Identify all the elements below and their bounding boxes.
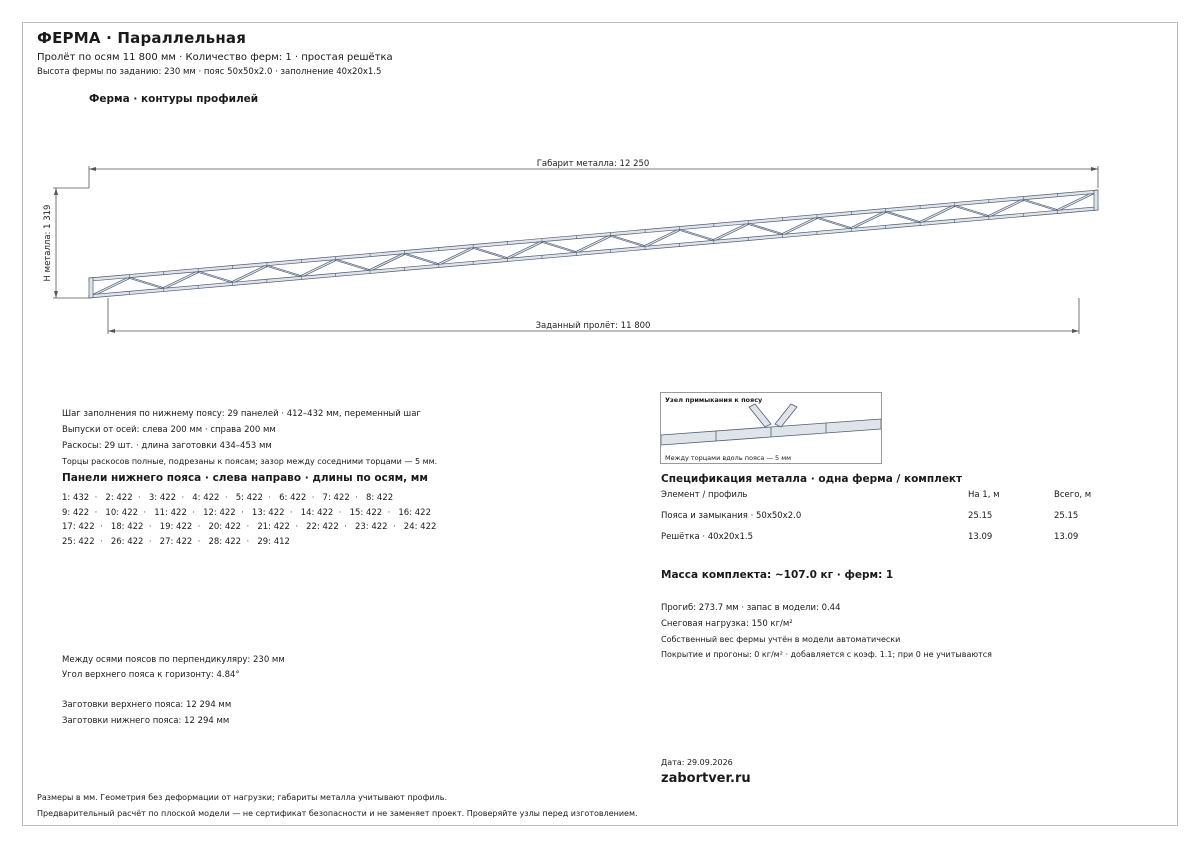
panel-length: 17: 422 [62,522,95,532]
footer-date: Дата: 29.09.2026 [661,758,733,767]
footer-note-1: Размеры в мм. Геометрия без деформации от нагрузки; габариты металла учитывают профиль. [37,793,447,802]
spec-header-row [661,490,1101,511]
truss-diagonal [333,260,372,271]
spec-cell-element: Пояса и замыкания · 50х50х2.0 [661,511,802,521]
panel-length: 1: 432 [62,493,90,503]
panel-length: 4: 422 [192,493,220,503]
panel-length: 18: 422 [110,522,144,532]
panel-separator: · [138,507,155,518]
spec-table [661,490,1101,553]
panel-separator: · [89,507,106,518]
panel-separator: · [143,536,160,547]
node-detail-title: Узел примыкания к поясу [665,396,763,404]
panel-separator: · [382,507,399,518]
panel-separator: · [219,493,236,503]
truss-diagonal [196,272,235,283]
panel-row [62,491,436,506]
truss-diagonal [402,254,441,265]
end-post-right [1094,190,1098,210]
panel-length: 3: 422 [148,493,177,503]
info-blank-upper: Заготовки верхнего пояса: 12 294 мм [62,700,232,710]
spec-cell-per-one: 25.15 [968,511,993,521]
spec-cell-total: 13.09 [1054,532,1079,542]
panel-separator: · [284,507,301,518]
panel-separator: · [132,493,149,503]
panel-length: 20: 422 [208,522,242,532]
panel-row [62,520,436,535]
truss-diagonal [952,206,991,217]
panel-separator: · [143,522,160,532]
spec-header-element: Элемент / профиль [661,490,748,500]
note-roofing: Покрытие и прогоны: 0 кг/м² · добавляется с коэф. 1.1; при 0 не учитываются [661,650,992,659]
spec-cell-total: 25.15 [1054,511,1079,521]
height-dimension [53,188,89,298]
panel-length: 21: 422 [257,522,290,532]
bottom-chord [89,207,1098,298]
panel-length: 13: 422 [251,507,285,518]
spec-cell-element: Решётка · 40х20х1.5 [661,532,753,542]
truss-diagonal [540,242,579,253]
panel-separator: · [192,536,209,547]
spec-row [661,532,1101,553]
spec-header-per-one: На 1, м [968,490,1000,500]
node-detail-inset [660,392,882,464]
panel-length: 24: 422 [403,522,437,532]
panel-length: 9: 422 [62,507,90,518]
brand-link[interactable]: zabortver.ru [661,771,751,786]
truss-diagonal [608,236,647,247]
panel-length: 6: 422 [279,493,307,503]
panel-separator: · [94,536,111,547]
top-chord [89,190,1098,281]
panel-separator: · [241,522,258,532]
truss-diagonal [265,266,304,277]
panel-length: 28: 422 [208,536,242,547]
panel-length: 14: 422 [300,507,334,518]
drawing-section-title: Ферма · контуры профилей [89,93,259,105]
footer-note-2: Предварительный расчёт по плоской модели — не сертификат безопасности и не заменяет проект. Проверяйте узлы перед изготовлением. [37,809,638,818]
panel-length: 11: 422 [154,507,187,518]
panel-separator: · [289,522,307,532]
panel-length: 29: 412 [257,536,290,547]
truss-diagonal [815,218,854,229]
info-blank-lower: Заготовки нижнего пояса: 12 294 мм [62,716,230,726]
height-dimension-label: H металла: 1 319 [43,204,53,282]
spec-header-total: Всего, м [1054,490,1092,500]
truss-diagonal [127,278,166,289]
note-self-weight: Собственный вес фермы учтён в модели автоматически [661,635,901,644]
info-ends: Торцы раскосов полные, подрезаны к поясам; зазор между соседними торцами — 5 мм. [62,457,438,466]
note-deflection: Прогиб: 273.7 мм · запас в модели: 0.44 [661,603,841,613]
spec-row [661,511,1101,532]
panel-length: 10: 422 [105,507,139,518]
span-dimension-label: Заданный пролёт: 11 800 [535,321,651,331]
panel-row [62,506,436,521]
panel-length: 7: 422 [322,493,350,503]
overall-dimension-label: Габарит металла: 12 250 [536,159,650,169]
panel-length: 5: 422 [235,493,263,503]
panel-lengths-list [62,491,436,549]
panel-separator: · [94,522,111,532]
panel-separator: · [306,493,323,503]
truss-diagonal [677,230,716,241]
panel-length: 19: 422 [159,522,193,532]
panel-length: 23: 422 [354,522,388,532]
panel-separator: · [349,493,366,503]
panel-length: 12: 422 [203,507,236,518]
info-angle: Угол верхнего пояса к горизонту: 4.84° [62,670,240,680]
node-detail-note: Между торцами вдоль пояса — 5 мм [665,454,792,462]
panel-separator: · [176,493,193,503]
panel-row [62,535,436,550]
panel-length: 16: 422 [398,507,431,518]
spec-title: Спецификация металла · одна ферма / комплект [661,473,963,485]
header-line-2: Высота фермы по заданию: 230 мм · пояс 50х50х2.0 · заполнение 40х20х1.5 [37,67,382,77]
truss-diagonal [746,224,785,235]
note-snow-load: Снеговая нагрузка: 150 кг/м² [661,619,793,629]
info-diagonals: Раскосы: 29 шт. · длина заготовки 434–453 мм [62,441,272,451]
spec-mass: Масса комплекта: ~107.0 кг · ферм: 1 [661,569,894,581]
panel-separator: · [192,522,209,532]
panel-separator: · [186,507,204,518]
panel-length: 15: 422 [349,507,383,518]
panel-length: 8: 422 [365,493,394,503]
overall-dimension [89,166,1098,188]
panel-separator: · [89,493,106,503]
header-line-1: Пролёт по осям 11 800 мм · Количество ферм: 1 · простая решётка [37,52,393,63]
panel-length: 26: 422 [110,536,144,547]
panel-length: 27: 422 [159,536,193,547]
panels-title: Панели нижнего пояса · слева направо · длины по осям, мм [62,472,428,484]
truss-diagonal [884,212,923,223]
panel-separator: · [235,507,252,518]
page-title: ФЕРМА · Параллельная [37,29,247,47]
info-fill-step: Шаг заполнения по нижнему поясу: 29 панелей · 412–432 мм, переменный шаг [62,409,421,419]
panel-length: 2: 422 [105,493,133,503]
panel-separator: · [262,493,280,503]
panel-separator: · [387,522,404,532]
truss-diagonal [471,248,510,259]
panel-separator: · [333,507,350,518]
truss-diagonal [1021,200,1060,211]
panel-separator: · [241,536,258,547]
info-overhangs: Выпуски от осей: слева 200 мм · справа 200 мм [62,425,276,435]
spec-cell-per-one: 13.09 [968,532,993,542]
panel-separator: · [338,522,355,532]
info-axis-distance: Между осями поясов по перпендикуляру: 230 мм [62,655,285,665]
truss [89,190,1098,298]
panel-length: 22: 422 [306,522,339,532]
panel-length: 25: 422 [62,536,95,547]
end-post-left [89,278,93,298]
